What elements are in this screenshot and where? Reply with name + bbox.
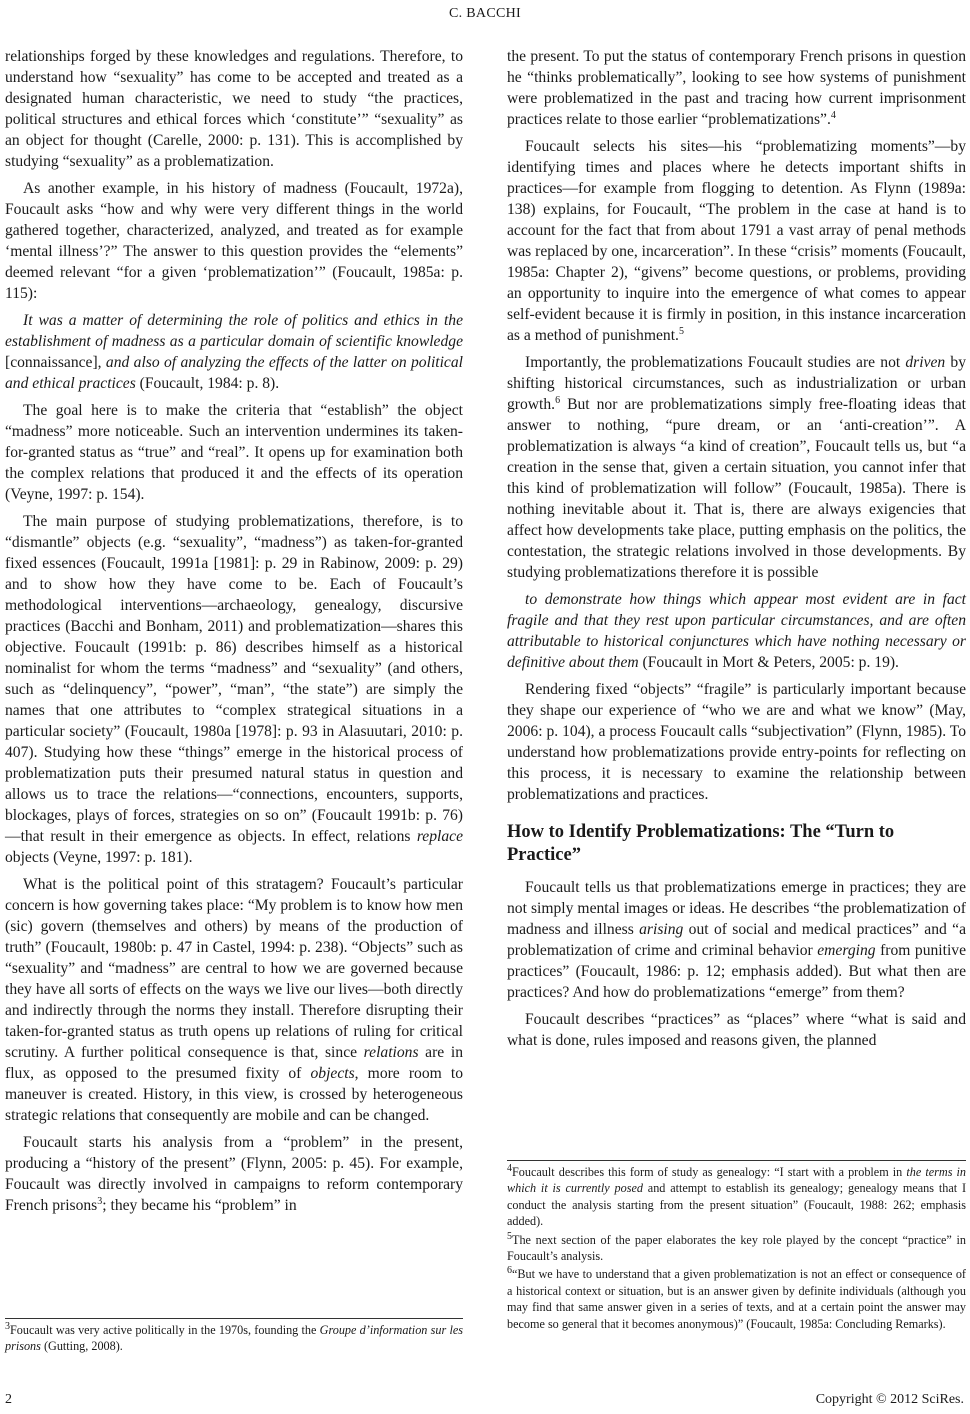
footnote-text: (Gutting, 2008). xyxy=(40,1339,123,1354)
footnote-marker[interactable]: 3 xyxy=(97,1195,103,1207)
paragraph: The goal here is to make the criteria that “establish” the object “madness” more noticeable. Such an intervention undermines its taken-for-granted status as “true” and “real”. It opens up for examination both the complex relations that produced it and the effects of its operation (Veyne, 1997: p. 154). xyxy=(5,402,463,503)
footnote xyxy=(5,1322,463,1355)
footnote-text: and attempt to establish its genealogy; genealogy means that I conduct the analysis starting from the present situation” (Foucault, 1988: 262; emphasis added). xyxy=(507,1181,966,1229)
paragraph: Foucault describes “practices” as “places” where “what is said and what is done, rules imposed and reasons given, the planned xyxy=(507,1011,966,1049)
paragraph xyxy=(507,352,966,583)
emphasis: driven xyxy=(905,354,946,371)
footnote-italic: Groupe d’information sur les prisons xyxy=(5,1323,463,1354)
footnotes-left xyxy=(5,1322,463,1357)
paragraph xyxy=(5,1132,463,1216)
footnote-number: 6 xyxy=(507,1265,512,1277)
paragraph-text: Importantly, the problematizations Foucault studies are not xyxy=(525,354,906,371)
footnote-marker[interactable]: 6 xyxy=(555,394,561,406)
paragraph: relationships forged by these knowledges and regulations. Therefore, to understand how “sexuality” has come to be accepted and treated as a designated human characteristic, we need to study “the practices, political structures and ethical forces which ‘constitute’” “sexuality” as an object for thought (Carelle, 2000: p. 131). This is accomplished by studying “sexuality” as a problematization. xyxy=(5,48,463,170)
footnote-number: 3 xyxy=(5,1320,10,1332)
emphasis: relations xyxy=(363,1044,419,1061)
footnote xyxy=(507,1164,966,1230)
paragraph-text: The main purpose of studying problematizations, therefore, is to “dismantle” objects (e.g. “sexuality”, “madness”) as taken-for-granted fixed essences (Foucault, 1991a [1981]: p. 29 in Rabinow, 2009: p. 29) and to show how they have come to be. Each of Foucault’s methodological interventions—archaeology, genealogy, discursive practices (Bacchi and Bonham, 2011) and problematization—shares this objective. Foucault (1991b: p. 86) describes himself as a historical nominalist for whom the terms “madness” and “sexuality” (and others, such as “delinquency”, “power”, “man”, “the state”) are simply the names that one attributes to “complex strategical situations in a particular society” (Foucault, 1980a [1978]: p. 93 in Alasuutari, 2010: p. 407). Studying how these “things” emerge in the historical process of problematization puts their presumed natural status in question and allows us to trace the relations—“connections, encounters, supports, blockages, plays of forces, strategies on so on” (Foucault 1991b: p. 76)—that result in their emergence as objects. In effect, relations xyxy=(5,513,463,845)
paragraph-text: ; they became his “problem” in xyxy=(102,1197,297,1214)
paragraph-text: are in flux, as opposed to the presumed fixity of xyxy=(5,1044,463,1082)
emphasis: replace xyxy=(416,828,463,845)
paragraph-text: Foucault selects his sites—his “problematizing moments”—by identifying times and places where he detects important shifts in practices—for example from flogging to detention. As Flynn (1989a: 138) explains, for Foucault, “The problem in the case at hand is to account for the fact that from about 1791 a vast array of penal methods was replaced by one, incarceration”. In these “crisis” moments (Foucault, 1985a: Chapter 2), “givens” become questions, or problems, providing an opportunity to inquire into the emergence of what comes to appear self-evident because it is firmly in position, in this instance incarceration as a method of punishment. xyxy=(507,138,966,344)
footnote-number: 4 xyxy=(507,1162,512,1174)
quote-italic: It was a matter of determining the role of politics and ethics in the establishment of madness as a particular domain of scientific knowledge xyxy=(5,312,463,350)
paragraph-text: the present. To put the status of contemporary French prisons in question he “thinks problematically”, looking to see how systems of punishment were problematized in the past and tracing how current imprisonment practices relate to those earlier “problematizations”. xyxy=(507,48,966,128)
paragraph xyxy=(5,511,463,868)
block-quote xyxy=(5,310,463,394)
quote-italic: to demonstrate how things which appear most evident are in fact fragile and that they rest upon particular circumstances, and are often attributable to historical conjunctures which have nothing necessary or definitive about them xyxy=(507,591,966,671)
left-column xyxy=(5,46,463,1222)
footnote-italic: the terms in which it is currently posed xyxy=(507,1165,967,1196)
paragraph-text: But nor are problematizations simply free-floating ideas that answer to nothing, “pure dream, or an ‘anti-creation’”. A problematization is always “a kind of creation”, Foucault tells us, but “a creation in the sense that, given a certain situation, you cannot infer that this kind of problematization will follow” (Foucault, 1985a). There is nothing inevitable about it. That is, there are always exigencies that affect how developments take place, putting emphasis on the politics, the contestation, the strategic relations involved in those developments. By studying problematizations therefore it is possible xyxy=(507,396,966,581)
footnote-marker[interactable]: 4 xyxy=(830,109,836,121)
footnote-marker[interactable]: 5 xyxy=(678,325,684,337)
paragraph-text: from punitive practices” (Foucault, 1986: p. 12; emphasis added). But what then are practices? And how do problematizations “emerge” from them? xyxy=(507,942,966,1001)
paragraph-text: by shifting historical circumstances, such as industrialization or urban growth. xyxy=(507,354,966,413)
right-column xyxy=(507,46,966,1057)
paragraph-text: , more room to maneuver is created. History, in this view, is crossed by heterogeneous strategic relations that consequently are mobile and can be changed. xyxy=(5,1065,464,1124)
page-number: 2 xyxy=(5,1392,12,1407)
footnote-rule xyxy=(507,1160,966,1161)
footnote-text: Foucault describes this form of study as genealogy: “I start with a problem in xyxy=(512,1165,907,1179)
footnote-text: “But we have to understand that a given problematization is not an effect or consequence of a historical context or situation, but is an answer given by definite individuals (although you may find that same answer given in a series of texts, and at a certain point the answer may become so general that it becomes anonymous)” (Foucault, 1985a: Concluding Remarks). xyxy=(507,1267,966,1331)
emphasis: emerging xyxy=(817,942,876,959)
paragraph-text: Foucault starts his analysis from a “problem” in the present, producing a “history of the present” (Flynn, 2005: p. 45). For example, Foucault was directly involved in campaigns to reform contemporary French prisons xyxy=(5,1134,463,1214)
quote-plain: [connaissance], xyxy=(5,354,106,371)
section-heading: How to Identify Problematizations: The “Turn to Practice” xyxy=(507,822,895,865)
copyright-notice: Copyright © 2012 SciRes. xyxy=(815,1392,964,1407)
block-quote xyxy=(507,589,966,673)
quote-citation: (Foucault, 1984: p. 8). xyxy=(135,375,280,392)
paragraph-text: out of social and medical practices” and “a problematization of crime and criminal behavior xyxy=(507,921,966,959)
footnotes-right xyxy=(507,1164,966,1334)
paragraph xyxy=(507,46,966,130)
footnote xyxy=(507,1266,966,1332)
footnote xyxy=(507,1232,966,1265)
paragraph xyxy=(507,877,966,1003)
paragraph xyxy=(507,136,966,346)
paragraph-text: objects (Veyne, 1997: p. 181). xyxy=(5,849,193,866)
emphasis: arising xyxy=(639,921,684,938)
paragraph xyxy=(5,874,463,1126)
footnote-text: Foucault was very active politically in the 1970s, founding the xyxy=(10,1323,320,1337)
footnote-text: The next section of the paper elaborates the key role played by the concept “practice” in Foucault’s analysis. xyxy=(507,1232,966,1264)
footnote-number: 5 xyxy=(507,1230,512,1242)
footnote-rule xyxy=(5,1318,463,1319)
running-head: C. BACCHI xyxy=(449,6,521,21)
emphasis: objects xyxy=(310,1065,355,1082)
paragraph: Rendering fixed “objects” “fragile” is particularly important because they shape our experience of “who we are and what we know” (May, 2006: p. 104), a process Foucault calls “subjectivation” (Flynn, 1985). To understand how problematizations provide entry-points for reflecting on this process, it is necessary to examine the relationship between problematizations and practices. xyxy=(507,681,966,803)
quote-italic: and also of analyzing the effects of the latter on political and ethical practices xyxy=(5,354,463,392)
paragraph: As another example, in his history of madness (Foucault, 1972a), Foucault asks “how and why were very different things in the world gathered together, characterized, analyzed, and treated as for example ‘mental illness’?” The answer to this question provides the “elements” deemed relevant “for a given ‘problematization’” (Foucault, 1985a: p. 115): xyxy=(5,180,463,302)
paragraph-text: What is the political point of this stratagem? Foucault’s particular concern is how governing takes place: “My problem is to know how men (sic) govern (themselves and others) by means of the production of truth” (Foucault, 1980b: p. 47 in Castel, 1994: p. 238). “Objects” such as “sexuality” and “madness” are central to how we are governed because they have all sorts of effects on the ways we live our lives—both directly and indirectly through the norms they install. Therefore disrupting their taken-for-granted status as truth opens up relations of ruling for critical scrutiny. A further political consequence is that, since xyxy=(5,876,463,1061)
quote-citation: (Foucault in Mort & Peters, 2005: p. 19). xyxy=(638,654,899,671)
paragraph-text: Foucault tells us that problematizations emerge in practices; they are not simply mental images or ideas. He describes “the problematization of madness and illness xyxy=(507,879,966,938)
